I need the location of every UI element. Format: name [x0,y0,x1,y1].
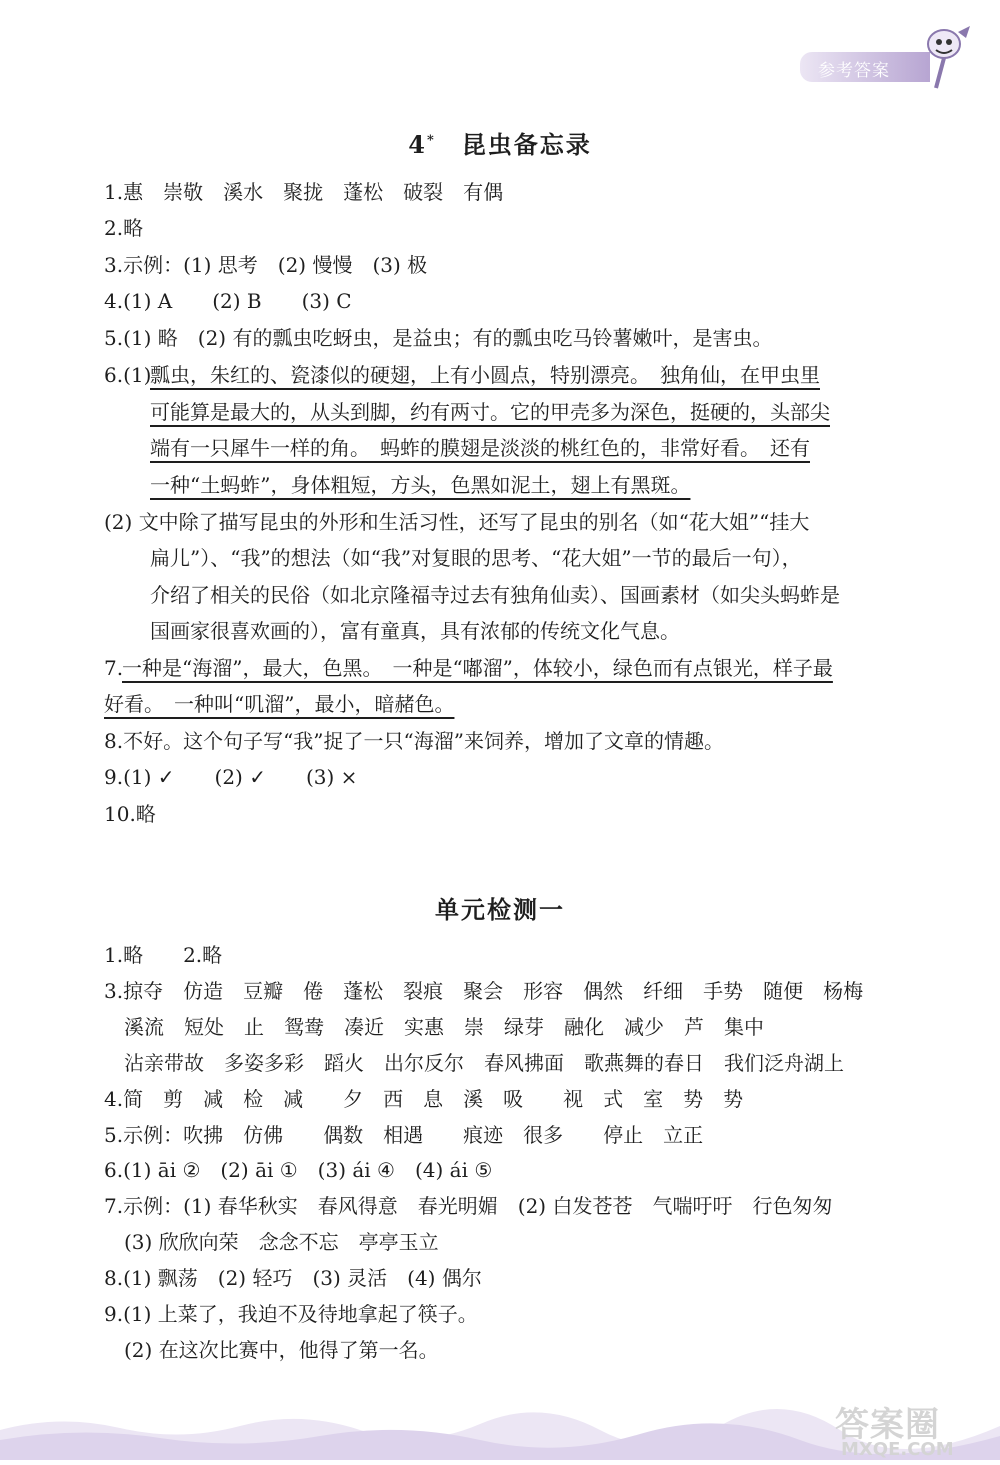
answer-line: 2.略 [104,216,144,240]
answer-line: (3) 欣欣向荣 念念不忘 亭亭玉立 [124,1230,439,1254]
underlined-answer-line: 可能算是最大的，从头到脚，约有两寸。它的甲壳多为深色，挺硬的，头部尖 [150,400,830,424]
answer-line: 沾亲带故 多姿多彩 蹈火 出尔反尔 春风拂面 歌燕舞的春日 我们泛舟湖上 [124,1051,844,1075]
answer-key-label: 参考答案 [818,61,890,81]
section-title-insect-memo: 4* 昆虫备忘录 [408,130,592,159]
answer-line: 4.简 剪 减 检 减 夕 西 息 溪 吸 视 式 室 势 势 [104,1087,744,1111]
answer-line: 3.掠夺 仿造 豆瓣 倦 蓬松 裂痕 聚会 形容 偶然 纤细 手势 随便 杨梅 [104,979,864,1003]
answer-q7-prefix: 7. [104,656,124,680]
answer-line: 10.略 [104,802,156,826]
answer-line: (2) 文中除了描写昆虫的外形和生活习性，还写了昆虫的别名（如“花大姐”“挂大 [104,510,810,534]
answer-key-tab [800,52,930,82]
answer-line: 溪流 短处 止 鸳鸯 凑近 实惠 崇 绿芽 融化 减少 芦 集中 [124,1015,764,1039]
underlined-answer-line: 一种是“海溜”，最大，色黑。 一种是“嘟溜”，体较小，绿色而有点银光，样子最 [122,656,833,680]
underlined-answer-line: 瓢虫，朱红的、瓷漆似的硬翅，上有小圆点，特别漂亮。 独角仙，在甲虫里 [150,363,820,387]
answer-line: 5.(1) 略 (2) 有的瓢虫吃蚜虫，是益虫；有的瓢虫吃马铃薯嫩叶，是害虫。 [104,326,773,350]
answer-line: (2) 在这次比赛中，他得了第一名。 [124,1338,439,1362]
answer-line: 扁儿”）、“我”的想法（如“我”对复眼的思考、“花大姐”一节的最后一句）， [150,546,802,570]
answer-line: 5.示例：吹拂 仿佛 偶数 相遇 痕迹 很多 停止 立正 [104,1123,704,1147]
answer-line: 9.(1) 上菜了，我迫不及待地拿起了筷子。 [104,1302,478,1326]
answer-line: 8.不好。这个句子写“我”捉了一只“海溜”来饲养，增加了文章的情趣。 [104,729,724,753]
answer-line: 4.(1) A (2) B (3) C [104,289,352,313]
watermark-site-text: MXQE.COM [841,1439,954,1460]
underlined-answer-line: 端有一只犀牛一样的角。 蚂蚱的膜翅是淡淡的桃红色的，非常好看。 还有 [150,436,810,460]
answer-line: 3.示例：(1) 思考 (2) 慢慢 (3) 极 [104,253,428,277]
answer-line: 7.示例：(1) 春华秋实 春风得意 春光明媚 (2) 白发苍苍 气喘吁吁 行色匆匆 [104,1194,833,1218]
answer-line: 8.(1) 飘荡 (2) 轻巧 (3) 灵活 (4) 偶尔 [104,1266,482,1290]
underlined-answer-line: 一种“土蚂蚱”，身体粗短，方头，色黑如泥土，翅上有黑斑。 [150,473,691,497]
section-title-unit-test: 单元检测一 [435,895,565,924]
answer-line: 1.略 2.略 [104,943,223,967]
answer-line: 9.(1) ✓ (2) ✓ (3) × [104,765,358,789]
answer-line: 6.(1) āi ② (2) āi ① (3) ái ④ (4) ái ⑤ [104,1158,493,1182]
answer-line: 1.惠 崇敬 溪水 聚拢 蓬松 破裂 有偶 [104,180,504,204]
answer-line: 国画家很喜欢画的），富有童真，具有浓郁的传统文化气息。 [150,619,680,643]
pencil-mascot-icon [918,22,978,92]
answer-line: 介绍了相关的民俗（如北京隆福寺过去有独角仙卖）、国画素材（如尖头蚂蚱是 [150,583,840,607]
watermark-logo-text: 答案圈 [835,1405,940,1445]
watermark [835,1395,995,1465]
answer-q6-prefix: 6.(1) [104,363,152,387]
underlined-answer-line: 好看。 一种叫“叽溜”，最小，暗赭色。 [104,692,455,716]
